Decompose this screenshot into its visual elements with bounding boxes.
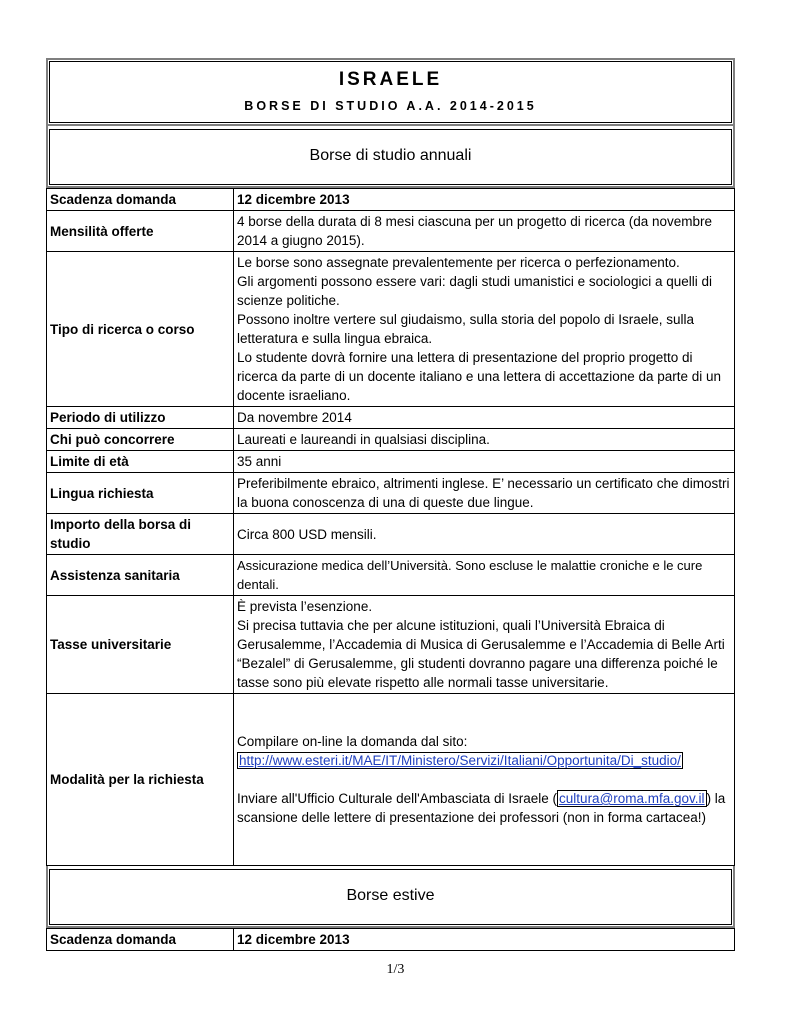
- row-label: Chi può concorrere: [47, 429, 234, 451]
- table-row: [47, 473, 735, 514]
- row-value: Circa 800 USD mensili.: [234, 514, 735, 555]
- text-line: Le borse sono assegnate prevalentemente per ricerca o perfezionamento.: [237, 255, 680, 270]
- row-label: Tipo di ricerca o corso: [47, 252, 234, 407]
- table-row: [47, 596, 735, 694]
- summer-info-table: [46, 928, 735, 951]
- row-label: Importo della borsa di studio: [47, 514, 234, 555]
- row-value: 12 dicembre 2013: [234, 189, 735, 211]
- text-line: Si precisa tuttavia che per alcune istituzioni, quali l’Università Ebraica di Gerusalemme, l’Accademia di Musica di Gerusalemme e l’Accademia di Belle Arti “Bezalel” di Gerusalemme, gli studenti dovranno pagare una differenza poiché le tasse sono più elevate rispetto alle normali tasse universitarie.: [237, 618, 725, 690]
- text-line: Compilare on-line la domanda dal sito:: [237, 734, 468, 749]
- row-value: Preferibilmente ebraico, altrimenti inglese. E’ necessario un certificato che dimostri la buona conoscenza di una di queste due lingue.: [234, 473, 735, 514]
- page-number: 1/3: [386, 962, 405, 977]
- row-value: [234, 694, 735, 866]
- table-row: [47, 407, 735, 429]
- row-label: Tasse universitarie: [47, 596, 234, 694]
- spacer: [237, 770, 731, 789]
- row-label: Scadenza domanda: [47, 929, 234, 951]
- table-row: [47, 451, 735, 473]
- send-suffix: ) la scansione delle lettere di presentazione dei professori (non in forma cartacea!): [237, 791, 726, 825]
- section-annual-heading: [46, 126, 735, 188]
- send-prefix: Inviare all'Ufficio Culturale dell'Ambasciata di Israele (: [237, 791, 558, 806]
- row-value: 35 anni: [234, 451, 735, 473]
- section-summer-heading: [46, 866, 735, 928]
- document-frame: [46, 58, 735, 951]
- row-label: Limite di età: [47, 451, 234, 473]
- table-row: [47, 514, 735, 555]
- row-label: Modalità per la richiesta: [47, 694, 234, 866]
- row-value: [234, 252, 735, 407]
- table-row: [47, 555, 735, 596]
- row-label: Scadenza domanda: [47, 189, 234, 211]
- application-link[interactable]: http://www.esteri.it/MAE/IT/Ministero/Servizi/Italiani/Opportunita/Di_studio/: [239, 753, 681, 768]
- row-label: Assistenza sanitaria: [47, 555, 234, 596]
- text-line: Gli argomenti possono essere vari: dagli studi umanistici e sociologici a quelli di scienze politiche.: [237, 274, 712, 308]
- text-line: Possono inoltre vertere sul giudaismo, sulla storia del popolo di Israele, sulla letteratura e sulla lingua ebraica.: [237, 312, 694, 346]
- row-label: Mensilità offerte: [47, 211, 234, 252]
- text-line: È prevista l’esenzione.: [237, 599, 373, 614]
- email-link[interactable]: cultura@roma.mfa.gov.il: [559, 791, 705, 806]
- text-line: Lo studente dovrà fornire una lettera di presentazione del proprio progetto di ricerca da parte di un docente italiano e una lettera di accettazione da parte di un docente israeliano.: [237, 350, 722, 403]
- table-row: [47, 211, 735, 252]
- row-value: [234, 596, 735, 694]
- row-value: 4 borse della durata di 8 mesi ciascuna per un progetto di ricerca (da novembre 2014 a giugno 2015).: [234, 211, 735, 252]
- table-row: [47, 429, 735, 451]
- row-value: Laureati e laureandi in qualsiasi disciplina.: [234, 429, 735, 451]
- row-label: Periodo di utilizzo: [47, 407, 234, 429]
- table-row: [47, 929, 735, 951]
- annual-info-table: [46, 188, 735, 866]
- table-row: [47, 694, 735, 866]
- row-value: 12 dicembre 2013: [234, 929, 735, 951]
- text-line: [237, 751, 731, 770]
- table-row: [47, 189, 735, 211]
- page-subtitle: BORSE DI STUDIO A.A. 2014-2015: [244, 99, 537, 113]
- section-summer-title: Borse estive: [346, 887, 435, 904]
- text-line: [237, 789, 731, 827]
- row-value: Da novembre 2014: [234, 407, 735, 429]
- page-title: ISRAELE: [338, 69, 443, 90]
- header-block: [46, 58, 735, 126]
- table-row: [47, 252, 735, 407]
- section-annual-title: Borse di studio annuali: [309, 147, 472, 164]
- row-label: Lingua richiesta: [47, 473, 234, 514]
- row-value: Assicurazione medica dell’Università. Sono escluse le malattie croniche e le cure dentali.: [234, 555, 735, 596]
